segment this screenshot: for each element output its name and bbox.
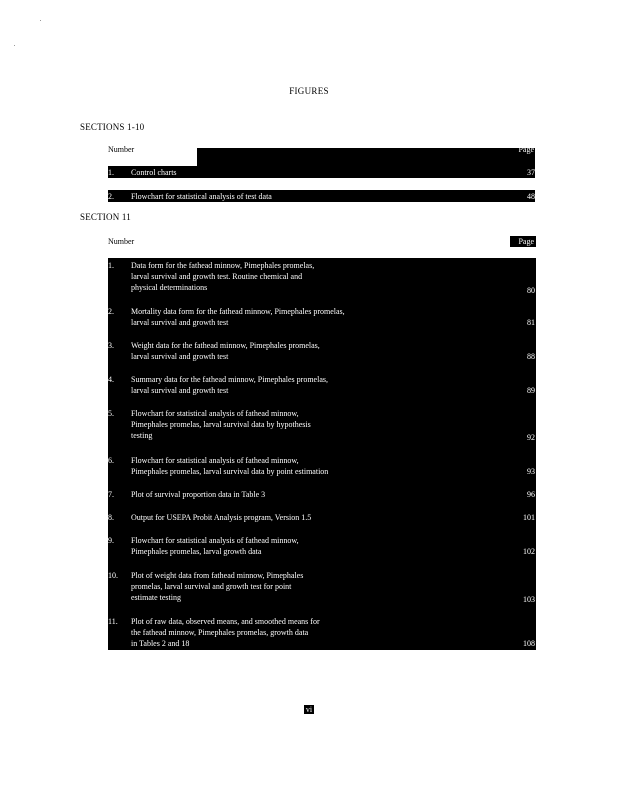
figure-entry xyxy=(108,191,535,202)
entry-number: 7. xyxy=(108,490,114,499)
column-page-label: Page xyxy=(518,145,534,154)
entry-page: 89 xyxy=(527,386,535,395)
column-number-label: Number xyxy=(108,145,135,154)
entry-title: Flowchart for statistical analysis of fathead minnow, Pimephales promelas, larval survival data by point estimation xyxy=(131,456,329,476)
scan-speck xyxy=(40,20,41,21)
entry-page: 48 xyxy=(527,192,535,201)
figure-entry xyxy=(108,167,535,178)
figure-entry xyxy=(108,616,535,649)
figure-entry xyxy=(108,570,535,605)
entry-number: 11. xyxy=(108,617,118,626)
figure-entry xyxy=(108,455,535,477)
entry-page: 103 xyxy=(523,595,535,604)
entry-page: 108 xyxy=(523,639,535,648)
entry-number: 9. xyxy=(108,536,114,545)
entry-title: Mortality data form for the fathead minnow, Pimephales promelas, larval survival and growth test xyxy=(131,307,345,327)
entry-title: Weight data for the fathead minnow, Pimephales promelas, larval survival and growth test xyxy=(131,341,320,361)
entry-page: 80 xyxy=(527,286,535,295)
entry-number: 3. xyxy=(108,341,114,350)
scan-speck xyxy=(14,45,15,46)
entry-page: 88 xyxy=(527,352,535,361)
entry-title: Flowchart for statistical analysis of fathead minnow, Pimephales promelas, larval survival data by hypothesis testing xyxy=(131,409,311,440)
entry-number: 1. xyxy=(108,261,114,270)
page-number: vi xyxy=(305,705,313,714)
entry-number: 5. xyxy=(108,409,114,418)
column-page-label: Page xyxy=(518,237,534,246)
entry-title: Plot of weight data from fathead minnow, Pimephales promelas, larval survival and growth test for point estimate testing xyxy=(131,571,304,602)
figure-entry xyxy=(108,340,535,362)
entry-number: 6. xyxy=(108,456,114,465)
entry-title: Flowchart for statistical analysis of test data xyxy=(131,192,272,201)
entry-title: Summary data for the fathead minnow, Pimephales promelas, larval survival and growth test xyxy=(131,375,328,395)
entry-number: 8. xyxy=(108,513,114,522)
entry-page: 102 xyxy=(523,547,535,556)
entry-title: Control charts xyxy=(131,168,177,177)
entry-page: 101 xyxy=(523,513,535,522)
entry-number: 4. xyxy=(108,375,114,384)
entry-page: 81 xyxy=(527,318,535,327)
entry-page: 37 xyxy=(527,168,535,177)
entry-page: 96 xyxy=(527,490,535,499)
entry-number: 2. xyxy=(108,307,114,316)
entry-number: 1. xyxy=(108,168,114,177)
entry-title: Plot of raw data, observed means, and smoothed means for the fathead minnow, Pimephales promelas, growth data in Tables 2 and 18 xyxy=(131,617,320,648)
figure-entry xyxy=(108,306,535,328)
entry-number: 10. xyxy=(108,571,118,580)
section-heading-1: SECTIONS 1-10 xyxy=(80,122,145,132)
entry-page: 92 xyxy=(527,433,535,442)
section-heading-11: SECTION 11 xyxy=(80,212,131,222)
figure-entry xyxy=(108,260,535,296)
column-number-label: Number xyxy=(108,237,135,246)
page-title: FIGURES xyxy=(289,86,329,96)
figure-entry xyxy=(108,374,535,396)
page-number-footer xyxy=(0,705,618,714)
figure-entry xyxy=(108,408,535,443)
entry-number: 2. xyxy=(108,192,114,201)
entry-page: 93 xyxy=(527,467,535,476)
entry-title: Flowchart for statistical analysis of fathead minnow, Pimephales promelas, larval growth data xyxy=(131,536,299,556)
figure-entry xyxy=(108,489,535,500)
entry-title: Data form for the fathead minnow, Pimephales promelas, larval survival and growth test. Routine chemical and physical determinations xyxy=(131,261,315,292)
entry-title: Plot of survival proportion data in Table 3 xyxy=(131,490,266,499)
figure-entry xyxy=(108,535,535,557)
entry-title: Output for USEPA Probit Analysis program, Version 1.5 xyxy=(131,513,312,522)
figure-entry xyxy=(108,512,535,523)
